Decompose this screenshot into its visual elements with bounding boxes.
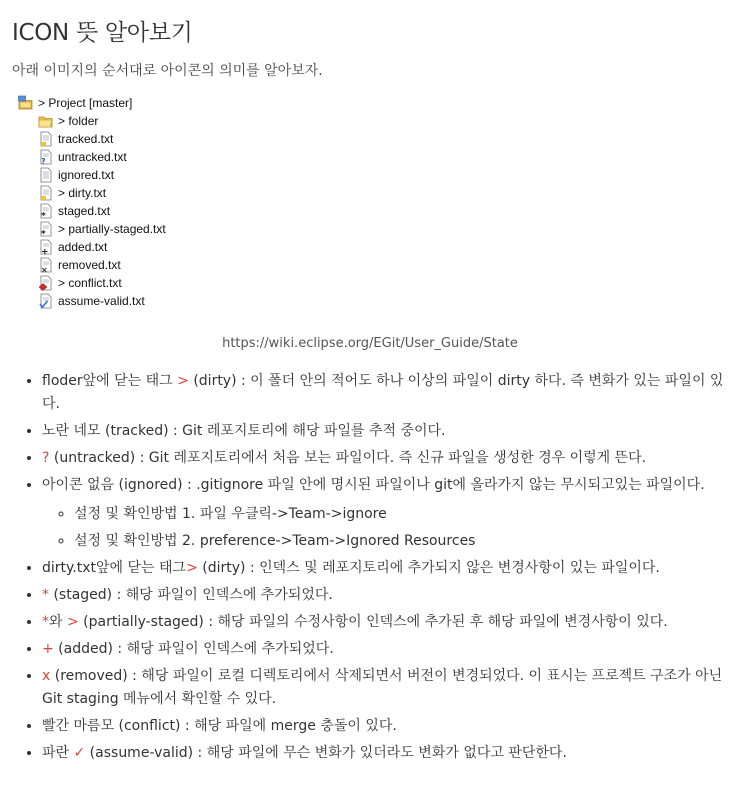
tree-root-label: > Project [master] xyxy=(38,96,133,110)
file-conflict-icon xyxy=(38,275,54,291)
tree-item-label: added.txt xyxy=(58,240,108,254)
list-item-dirty-file: • dirty.txt앞에 닫는 태그> (dirty) : 인덱스 및 레포지토리에 추가되지 않은 변경사항이 있는 파일이다. xyxy=(42,557,726,580)
file-untracked-icon xyxy=(38,149,54,165)
tree-item-partially-staged[interactable] xyxy=(18,220,166,238)
svg-text:*: * xyxy=(41,229,46,237)
staged-marker: * xyxy=(42,587,49,603)
project-icon xyxy=(18,95,34,111)
check-marker: ✓ xyxy=(73,745,86,761)
untracked-marker: ? xyxy=(42,450,50,466)
tree-root[interactable] xyxy=(18,94,166,112)
tree-item-dirty[interactable] xyxy=(18,184,166,202)
tree-item-assume-valid[interactable] xyxy=(18,292,166,310)
svg-text:*: * xyxy=(41,211,46,219)
tree-item-staged[interactable] xyxy=(18,202,166,220)
tree-item-label: removed.txt xyxy=(58,258,121,272)
removed-marker: x xyxy=(42,668,51,684)
file-assume-valid-icon xyxy=(38,293,54,309)
file-dirty-icon xyxy=(38,185,54,201)
added-marker: + xyxy=(42,641,54,657)
dirty-marker: > xyxy=(177,373,189,389)
list-item-partially-staged: • *와 > (partially-staged) : 해당 파일의 수정사항이 인덱스에 추가된 후 해당 파일에 변경사항이 있다. xyxy=(42,611,726,634)
tree-item-label: assume-valid.txt xyxy=(58,294,145,308)
file-staged-icon xyxy=(38,203,54,219)
tree-item-added[interactable] xyxy=(18,238,166,256)
tree-item-ignored[interactable] xyxy=(18,166,166,184)
tree-item-folder[interactable] xyxy=(18,112,166,130)
list-item-ignored-method-1: ◦ 설정 및 확인방법 1. 파일 우클릭->Team->ignore xyxy=(74,503,726,526)
list-item-ignored: • 아이콘 없음 (ignored) : .gitignore 파일 안에 명시된 파일이나 git에 올라가지 않는 무시되고있는 파일이다. ◦ 설정 및 확인방법 1. 파일 우클릭->Team->ignore ◦ 설정 및 확인방법 2. preference->Team->Ignored Resources xyxy=(42,474,726,553)
tree-item-label: > folder xyxy=(58,114,99,128)
intro-text: 아래 이미지의 순서대로 아이콘의 의미를 알아보자. xyxy=(12,63,323,79)
tree-item-tracked[interactable] xyxy=(18,130,166,148)
project-tree xyxy=(18,94,166,310)
list-item-removed: • x (removed) : 해당 파일이 로컬 디렉토리에서 삭제되면서 버전이 변경되었다. 이 표시는 프로젝트 구조가 아닌 Git staging 메뉴에서 확인할 수 있다. xyxy=(42,665,726,711)
list-item-added: • + (added) : 해당 파일이 인덱스에 추가되었다. xyxy=(42,638,726,661)
tree-item-removed[interactable] xyxy=(18,256,166,274)
list-item-untracked: • ? (untracked) : Git 레포지토리에서 처음 보는 파일이다. 즉 신규 파일을 생성한 경우 이렇게 뜬다. xyxy=(42,447,726,470)
folder-dirty-icon xyxy=(38,113,54,129)
list-item-staged: • * (staged) : 해당 파일이 인덱스에 추가되었다. xyxy=(42,584,726,607)
tree-item-untracked[interactable] xyxy=(18,148,166,166)
list-item-tracked: • 노란 네모 (tracked) : Git 레포지토리에 해당 파일를 추적 중이다. xyxy=(42,420,726,443)
tree-item-label: staged.txt xyxy=(58,204,111,218)
file-ignored-icon xyxy=(38,167,54,183)
tree-item-label: > conflict.txt xyxy=(58,276,122,290)
tree-item-conflict[interactable] xyxy=(18,274,166,292)
page-title: ICON 뜻 알아보기 xyxy=(12,20,193,46)
list-item-folder-dirty: • floder앞에 닫는 태그 > (dirty) : 이 폴더 안의 적어도 하나 이상의 파일이 dirty 하다. 즉 변화가 있는 파일이 있다. xyxy=(42,370,726,416)
notes-list xyxy=(0,370,740,769)
svg-text:?: ? xyxy=(41,157,46,165)
file-partially-staged-icon xyxy=(38,221,54,237)
dirty-file-marker: > xyxy=(186,560,198,576)
svg-text:+: + xyxy=(41,247,49,255)
list-item-ignored-method-2: ◦ 설정 및 확인방법 2. preference->Team->Ignored Resources xyxy=(74,530,726,553)
file-removed-icon xyxy=(38,257,54,273)
file-added-icon xyxy=(38,239,54,255)
tree-item-label: ignored.txt xyxy=(58,168,115,182)
image-caption: https://wiki.eclipse.org/EGit/User_Guide/State xyxy=(222,336,518,351)
staged-marker: * xyxy=(42,614,49,630)
svg-text:×: × xyxy=(41,265,48,273)
dirty-marker: > xyxy=(66,614,79,630)
tree-item-label: > partially-staged.txt xyxy=(58,222,166,236)
file-tracked-icon xyxy=(38,131,54,147)
ignored-sub-list xyxy=(42,503,726,553)
tree-item-label: tracked.txt xyxy=(58,132,114,146)
tree-item-label: > dirty.txt xyxy=(58,186,107,200)
list-item-assume-valid: • 파란 ✓ (assume-valid) : 해당 파일에 무슨 변화가 있더라도 변화가 없다고 판단한다. xyxy=(42,742,726,765)
tree-item-label: untracked.txt xyxy=(58,150,127,164)
list-item-conflict: • 빨간 마름모 (conflict) : 해당 파일에 merge 충돌이 있다. xyxy=(42,715,726,738)
